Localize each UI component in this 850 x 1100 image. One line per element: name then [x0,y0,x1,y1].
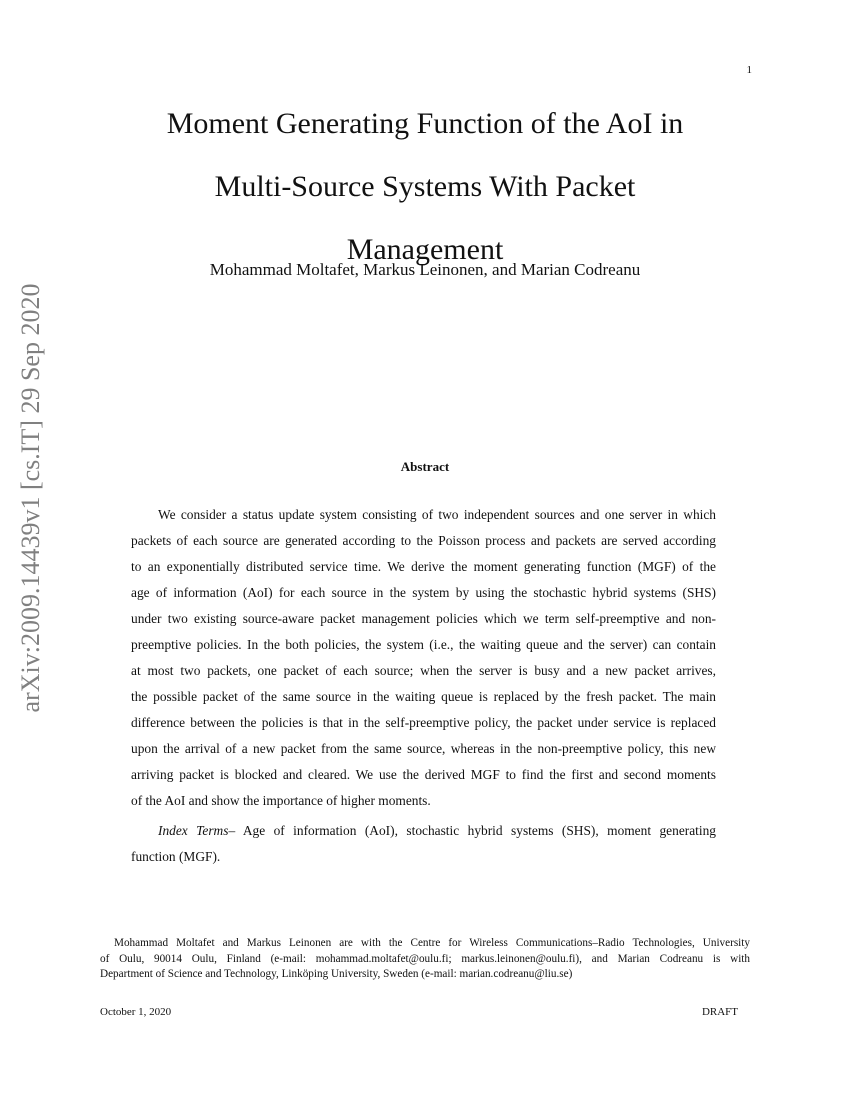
abstract-body [131,502,716,870]
abstract-line: at most two packets, one packet of each source; when the server is busy and a new packet arrives, [131,663,716,678]
index-terms-label: Index Terms [158,823,229,838]
abstract-heading: Abstract [400,459,450,474]
title-line: Management [346,233,504,266]
footer-date: October 1, 2020 [100,1006,172,1018]
arxiv-identifier: arXiv:2009.14439v1 [cs.IT] 29 Sep 2020 [16,283,45,713]
abstract-line: age of information (AoI) for each source in the system by using the stochastic hybrid systems (SHS) [131,585,716,600]
footnote-line: Mohammad Moltafet and Markus Leinonen are with the Centre for Wireless Communications–Radio Technologies, University [114,937,750,949]
abstract-line: under two existing source-aware packet management policies which we term self-preemptive and non- [131,611,716,626]
footnote-line: Department of Science and Technology, Linköping University, Sweden (e-mail: marian.codreanu@liu.se) [100,968,573,980]
abstract-line: arriving packet is blocked and cleared. We use the derived MGF to find the first and second moments [131,767,716,782]
title-line: Multi-Source Systems With Packet [214,170,636,203]
title-line: Moment Generating Function of the AoI in [166,107,684,140]
index-terms-text: – Age of information (AoI), stochastic hybrid systems (SHS), moment generating [228,823,716,838]
page-number: 1 [746,64,752,76]
abstract-line: packets of each source are generated according to the Poisson process and packets are served according [131,533,716,548]
abstract-line: difference between the policies is that in the self-preemptive policy, the packet under service is replaced [131,715,716,730]
abstract-line: of the AoI and show the importance of higher moments. [131,793,431,808]
abstract-line: preemptive policies. In the both policies, the system (i.e., the waiting queue and the server) can contain [131,637,716,652]
abstract-line: upon the arrival of a new packet from the same source, whereas in the non-preemptive policy, this new [131,741,716,756]
index-terms [131,818,716,844]
abstract-line: We consider a status update system consisting of two independent sources and one server in which [158,507,716,522]
footer-draft-label: DRAFT [701,1006,738,1018]
index-terms-line: function (MGF). [131,849,221,864]
abstract-line: the possible packet of the same source in the waiting queue is replaced by the fresh packet. The main [131,689,716,704]
author-footnote [100,936,750,983]
footnote-line: of Oulu, 90014 Oulu, Finland (e-mail: mohammad.moltafet@oulu.fi; markus.leinonen@oulu.fi), and Marian Codreanu is with [100,952,750,965]
abstract-line: to an exponentially distributed service time. We derive the moment generating function (MGF) of the [131,559,716,574]
authors: Mohammad Moltafet, Markus Leinonen, and Marian Codreanu [209,260,641,279]
paper-title [0,92,850,281]
